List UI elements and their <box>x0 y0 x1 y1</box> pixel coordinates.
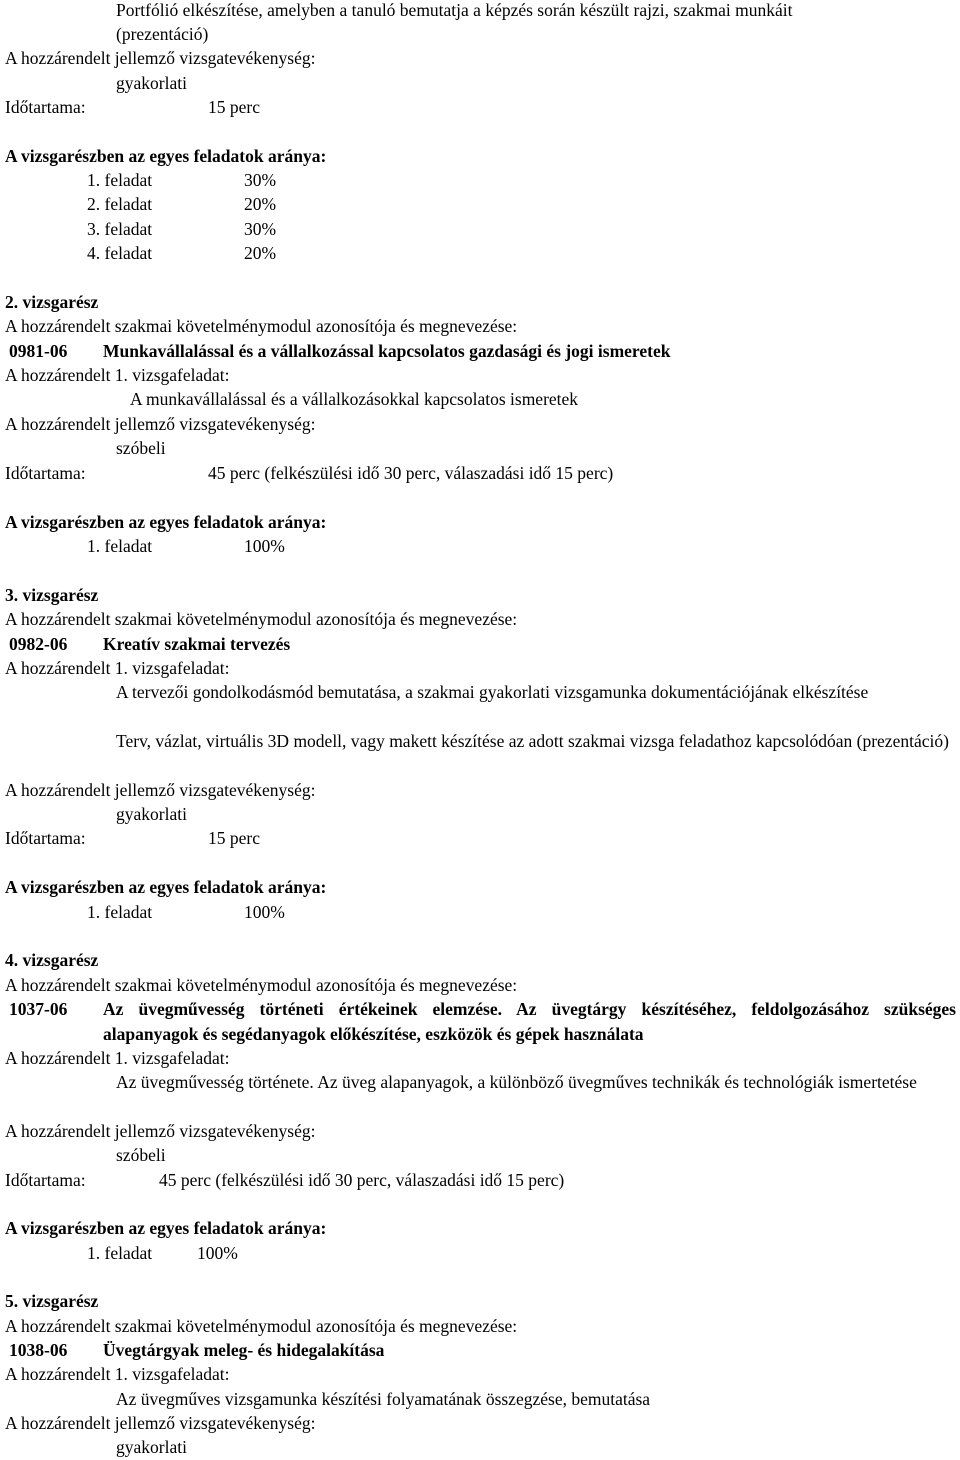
activity-value: gyakorlati <box>116 73 187 93</box>
ratio-heading: A vizsgarészben az egyes feladatok aránya: <box>5 146 327 166</box>
ratio-percent: 30% <box>244 219 277 239</box>
task-label: A hozzárendelt 1. vizsgafeladat: <box>5 1364 230 1384</box>
ratio-task: 2. feladat <box>87 194 153 214</box>
module-label: A hozzárendelt szakmai követelménymodul azonosítója és megnevezése: <box>5 609 518 629</box>
duration-value: 45 perc (felkészülési idő 30 perc, válaszadási idő 15 perc) <box>208 463 614 483</box>
duration-value: 45 perc (felkészülési idő 30 perc, válaszadási idő 15 perc) <box>159 1170 565 1190</box>
task-description: A munkavállalással és a vállalkozásokkal kapcsolatos ismeretek <box>130 389 579 409</box>
activity-label: A hozzárendelt jellemző vizsgatevékenység: <box>5 414 316 434</box>
module-code: 0982-06 <box>9 634 68 654</box>
duration-value: 15 perc <box>208 97 260 117</box>
ratio-heading: A vizsgarészben az egyes feladatok aránya: <box>5 877 327 897</box>
activity-label: A hozzárendelt jellemző vizsgatevékenység: <box>5 1121 316 1141</box>
ratio-percent: 20% <box>244 243 277 263</box>
duration-label: Időtartama: <box>5 1170 86 1190</box>
ratio-heading: A vizsgarészben az egyes feladatok aránya: <box>5 512 327 532</box>
activity-label: A hozzárendelt jellemző vizsgatevékenység: <box>5 48 316 68</box>
activity-value: gyakorlati <box>116 1437 187 1457</box>
module-name: Üvegtárgyak meleg- és hidegalakítása <box>103 1340 385 1360</box>
ratio-task: 3. feladat <box>87 219 153 239</box>
ratio-task: 4. feladat <box>87 243 153 263</box>
part-heading: 5. vizsgarész <box>5 1291 99 1311</box>
ratio-percent: 20% <box>244 194 277 214</box>
task-description: Portfólió elkészítése, amelyben a tanuló bemutatja a képzés során készült rajzi, szakmai munkáit <box>116 0 793 20</box>
duration-value: 15 perc <box>208 828 260 848</box>
module-name: Kreatív szakmai tervezés <box>103 634 291 654</box>
part-heading: 4. vizsgarész <box>5 950 99 970</box>
activity-label: A hozzárendelt jellemző vizsgatevékenység: <box>5 1413 316 1433</box>
task-label: A hozzárendelt 1. vizsgafeladat: <box>5 365 230 385</box>
duration-label: Időtartama: <box>5 828 86 848</box>
part-heading: 2. vizsgarész <box>5 292 99 312</box>
module-code: 0981-06 <box>9 341 68 361</box>
module-name: Munkavállalással és a vállalkozással kapcsolatos gazdasági és jogi ismeretek <box>103 341 671 361</box>
module-label: A hozzárendelt szakmai követelménymodul azonosítója és megnevezése: <box>5 1316 518 1336</box>
duration-label: Időtartama: <box>5 463 86 483</box>
ratio-task: 1. feladat <box>87 902 153 922</box>
ratio-task: 1. feladat <box>87 1243 153 1263</box>
ratio-heading: A vizsgarészben az egyes feladatok aránya: <box>5 1218 327 1238</box>
duration-label: Időtartama: <box>5 97 86 117</box>
ratio-percent: 100% <box>244 902 285 922</box>
ratio-percent: 100% <box>197 1243 238 1263</box>
task-label: A hozzárendelt 1. vizsgafeladat: <box>5 658 230 678</box>
module-label: A hozzárendelt szakmai követelménymodul azonosítója és megnevezése: <box>5 975 518 995</box>
activity-value: gyakorlati <box>116 804 187 824</box>
activity-label: A hozzárendelt jellemző vizsgatevékenység: <box>5 780 316 800</box>
task-label: A hozzárendelt 1. vizsgafeladat: <box>5 1048 230 1068</box>
task-description: Az üvegművesség története. Az üveg alapanyagok, a különböző üvegműves technikák és technológiák ismertetése <box>116 1072 917 1092</box>
ratio-task: 1. feladat <box>87 170 153 190</box>
task-description: A tervezői gondolkodásmód bemutatása, a szakmai gyakorlati vizsgamunka dokumentációjának elkészítése <box>116 682 869 702</box>
part-heading: 3. vizsgarész <box>5 585 99 605</box>
activity-value: szóbeli <box>116 438 166 458</box>
task-description-cont: (prezentáció) <box>116 24 209 44</box>
module-name: Az üvegművesség történeti értékeinek elemzése. Az üvegtárgy készítéséhez, feldolgozásához szükséges alapanyagok és segédanyagok előkészítése, eszközök és gépek használata <box>103 999 956 1044</box>
task-description: Terv, vázlat, virtuális 3D modell, vagy makett készítése az adott szakmai vizsga feladathoz kapcsolódóan (prezentáció) <box>116 731 949 751</box>
module-label: A hozzárendelt szakmai követelménymodul azonosítója és megnevezése: <box>5 316 518 336</box>
activity-value: szóbeli <box>116 1145 166 1165</box>
module-code: 1038-06 <box>9 1340 68 1360</box>
module-code: 1037-06 <box>9 999 68 1019</box>
task-description: Az üvegműves vizsgamunka készítési folyamatának összegzése, bemutatása <box>116 1389 651 1409</box>
ratio-percent: 30% <box>244 170 277 190</box>
ratio-percent: 100% <box>244 536 285 556</box>
ratio-task: 1. feladat <box>87 536 153 556</box>
